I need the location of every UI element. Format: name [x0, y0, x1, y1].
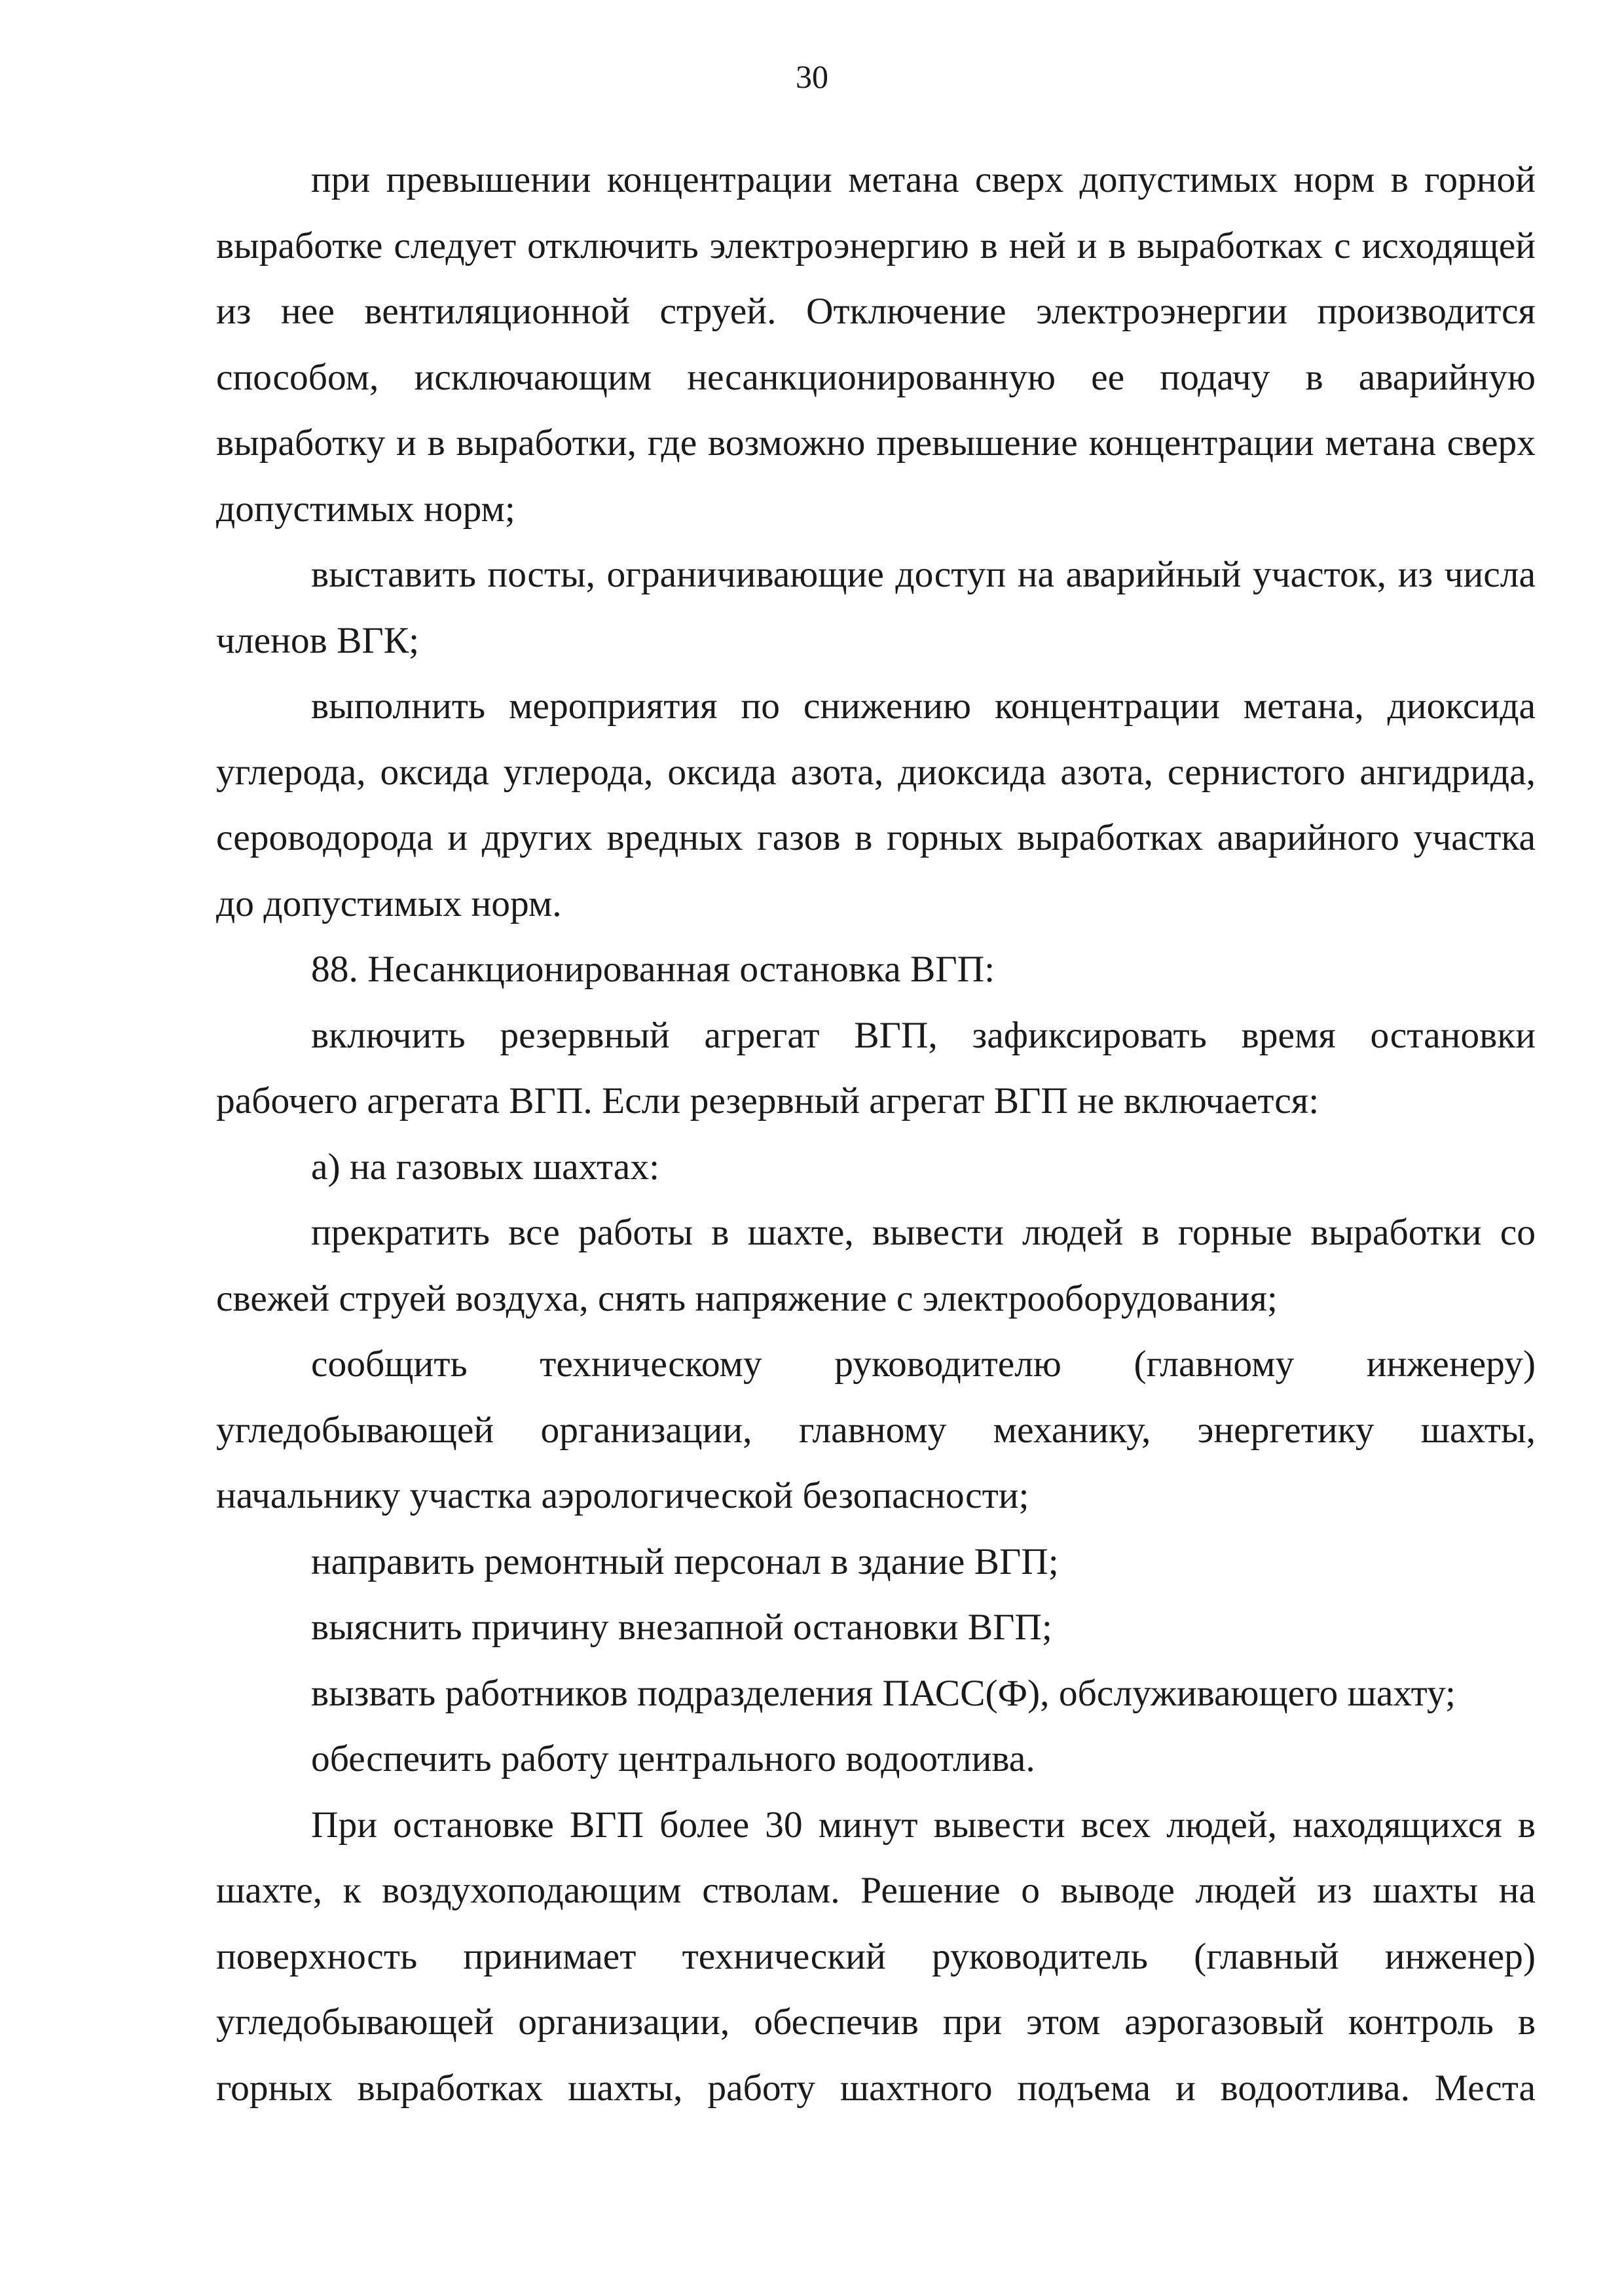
paragraph-drainage: обеспечить работу центрального водоотлива.: [311, 1738, 1035, 1779]
paragraph-find-cause: выяснить причину внезапной остановки ВГП;: [311, 1607, 1052, 1648]
paragraph-reserve-unit: включить резервный агрегат ВГП, зафиксировать время остановки рабочего агрегата ВГП. Если резервный агрегат ВГП не включается:: [216, 1014, 1536, 1121]
paragraph-call-rescue: вызвать работников подразделения ПАСС(Ф), обслуживающего шахту;: [311, 1672, 1456, 1714]
paragraph-stoppage-over-30-min: При остановке ВГП более 30 минут вывести всех людей, находящихся в шахте, к воздухоподающим стволам. Решение о выводе людей из шахты на поверхность принимает технический руководитель (главный инженер) угледобывающей организации, обеспечив при этом аэрогазовый контроль в горных выработках шахты, работу шахтного подъема и водоотлива. Места: [216, 1804, 1536, 2109]
paragraph-send-repair-staff: направить ремонтный персонал в здание ВГП;: [311, 1540, 1059, 1582]
paragraph-stop-work: прекратить все работы в шахте, вывести людей в горные выработки со свежей струей воздуха, снять напряжение с электрооборудования;: [216, 1212, 1536, 1319]
paragraph-gas-reduction: выполнить мероприятия по снижению концентрации метана, диоксида углерода, оксида углерода, оксида азота, диоксида азота, сернистого ангидрида, сероводорода и других вредных газов в горных выработках аварийного участка до допустимых норм.: [216, 685, 1536, 924]
paragraph-methane-excess: при превышении концентрации метана сверх допустимых норм в горной выработке следует отключить электроэнергию в ней и в выработках с исходящей из нее вентиляционной струей. Отключение электроэнергии производится способом, исключающим несанкционированную ее подачу в аварийную выработку и в выработки, где возможно превышение концентрации метана сверх допустимых норм;: [216, 159, 1536, 530]
paragraph-guard-posts: выставить посты, ограничивающие доступ на аварийный участок, из числа членов ВГК;: [216, 554, 1536, 661]
page-number: 30: [796, 58, 828, 95]
paragraph-section-88-heading: 88. Несанкционированная остановка ВГП:: [311, 949, 995, 990]
document-body: [216, 147, 1536, 2121]
paragraph-gas-mines-heading: а) на газовых шахтах:: [311, 1146, 660, 1188]
paragraph-notify-officials: сообщить техническому руководителю (главному инженеру) угледобывающей организации, главному механику, энергетику шахты, начальнику участка аэрологической безопасности;: [216, 1343, 1536, 1516]
